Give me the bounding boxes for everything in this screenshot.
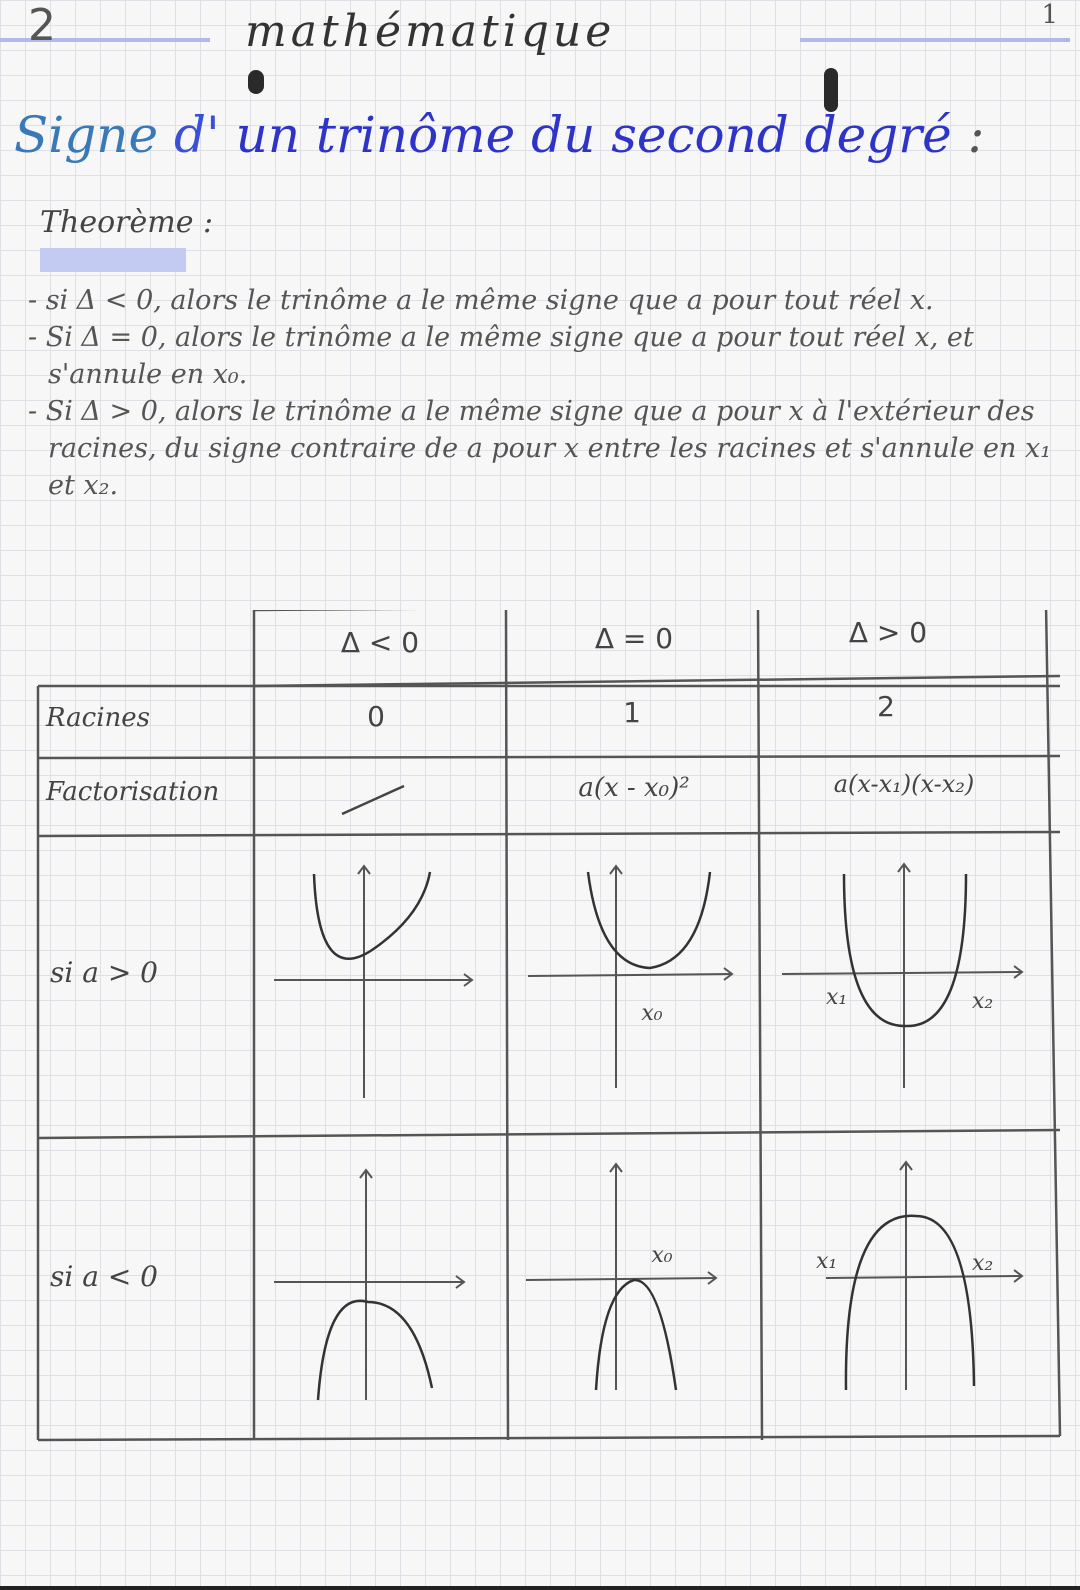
theorem-list [28, 282, 1068, 504]
row-label-racines: Racines [46, 703, 151, 733]
factorisation-delta-zero: a(x - x₀)² [578, 773, 690, 803]
theorem-item: - Si Δ = 0, alors le trinôme a le même signe que a pour tout réel x, et s'annule en x₀. [28, 322, 974, 390]
page-number-right: 1 [1041, 0, 1058, 30]
theorem-item: - Si Δ > 0, alors le trinôme a le même signe que a pour x à l'extérieur des racines, du signe contraire de a pour x entre les racines et s'annule en x₁ et x₂. [28, 396, 1052, 501]
row-label-a-negative: si a < 0 [50, 1260, 158, 1293]
title-part-signe: Signe [14, 106, 159, 164]
graph-label-x2: x₂ [972, 1251, 994, 1276]
title-part-trinome: un trinôme du second degré [235, 106, 952, 164]
graph-apos-dneg [274, 866, 472, 1098]
graph-label-x1: x₁ [816, 1249, 838, 1274]
subject-title: mathématique [245, 6, 616, 57]
title-part-d: d' [173, 106, 220, 164]
graph-aneg-dpos [826, 1162, 1022, 1390]
graph-aneg-dneg [274, 1170, 464, 1400]
sign-table [36, 610, 1066, 1460]
graph-label-x0: x₀ [651, 1243, 673, 1268]
graph-aneg-dzero [526, 1164, 716, 1390]
graph-label-x1: x₁ [826, 985, 848, 1010]
graph-apos-dpos [782, 864, 1022, 1088]
theorem-highlight [40, 248, 186, 272]
column-header-delta-neg: Δ < 0 [340, 626, 420, 659]
factorisation-delta-pos: a(x-x₁)(x-x₂) [833, 770, 975, 798]
row-label-a-positive: si a > 0 [50, 956, 158, 989]
roots-delta-neg: 0 [367, 700, 385, 733]
column-header-delta-zero: Δ = 0 [594, 622, 674, 655]
roots-delta-zero: 1 [623, 696, 641, 729]
graph-label-x2: x₂ [972, 989, 994, 1014]
factorisation-none-dash [342, 786, 404, 814]
binder-hole-left [248, 70, 264, 94]
page-number-left: 2 [28, 0, 56, 51]
theorem-label: Theorème : [40, 205, 214, 240]
row-label-factorisation: Factorisation [46, 777, 220, 807]
graph-apos-dzero [528, 866, 732, 1088]
header-line-right [800, 38, 1070, 42]
roots-delta-pos: 2 [877, 690, 895, 723]
graph-label-x0: x₀ [641, 1001, 663, 1026]
title-colon: : [967, 106, 985, 164]
main-title [14, 106, 985, 164]
theorem-item: - si Δ < 0, alors le trinôme a le même signe que a pour tout réel x. [28, 285, 934, 316]
column-header-delta-pos: Δ > 0 [848, 616, 928, 649]
